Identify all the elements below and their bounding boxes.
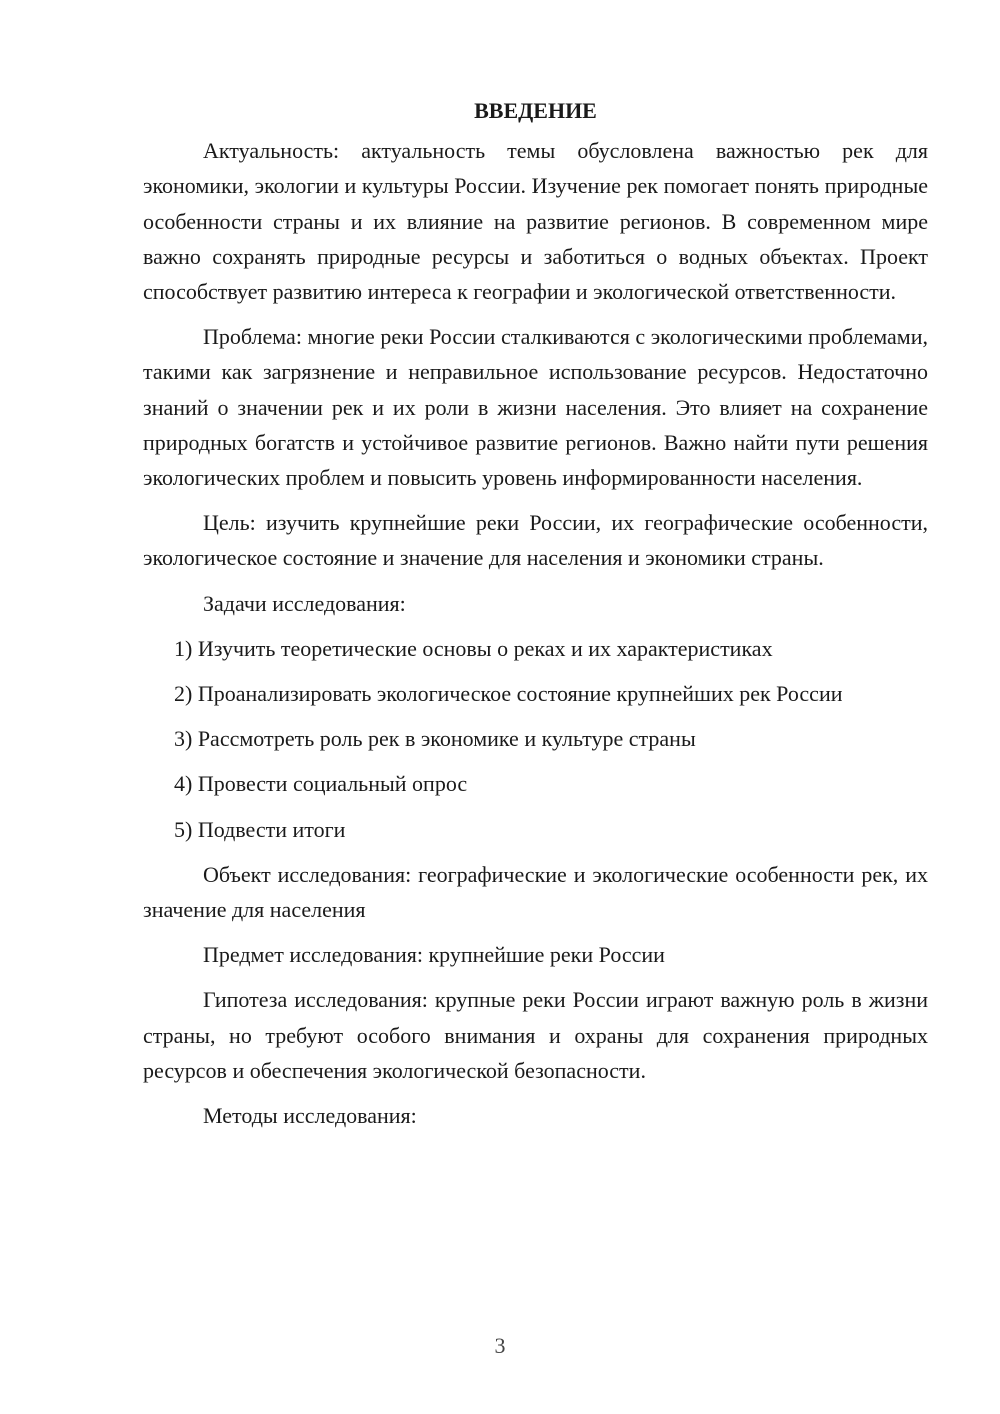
page-content [143,93,928,1143]
goal-paragraph: Цель: изучить крупнейшие реки России, их географические особенности, экологическое состояние и значение для населения и экономики страны. [143,510,928,571]
tasks-heading: Задачи исследования: [203,590,406,616]
task-item: 2) Проанализировать экологическое состояние крупнейших рек России [174,681,843,707]
problem-paragraph: Проблема: многие реки России сталкиваются с экологическими проблемами, такими как загрязнение и неправильное использование ресурсов. Недостаточно знаний о значении рек и их роли в жизни населения. Это влияет на сохранение природных богатств и устойчивое развитие регионов. Важно найти пути решения экологических проблем и повысить уровень информированности населения. [143,324,928,491]
object-paragraph: Объект исследования: географические и экологические особенности рек, их значение для населения [143,861,928,923]
task-item: 1) Изучить теоретические основы о реках и их характеристиках [174,635,773,661]
task-item: 4) Провести социальный опрос [174,771,468,797]
methods-heading: Методы исследования: [203,1103,417,1129]
subject-paragraph: Предмет исследования: крупнейшие реки России [203,942,665,968]
hypothesis-paragraph: Гипотеза исследования: крупные реки России играют важную роль в жизни страны, но требуют особого внимания и охраны для сохранения природных ресурсов и обеспечения экологической безопасности. [143,987,928,1083]
section-title: ВВЕДЕНИЕ [474,98,597,123]
relevance-paragraph: Актуальность: актуальность темы обусловлена важностью рек для экономики, экологии и культуры России. Изучение рек помогает понять природные особенности страны и их влияние на развитие регионов. В современном мире важно сохранять природные ресурсы и заботиться о водных объектах. Проект способствует развитию интереса к географии и экологической ответственности. [143,138,928,305]
task-item: 5) Подвести итоги [174,816,346,842]
page-number: 3 [494,1333,506,1358]
task-item: 3) Рассмотреть роль рек в экономике и культуре страны [174,726,696,752]
